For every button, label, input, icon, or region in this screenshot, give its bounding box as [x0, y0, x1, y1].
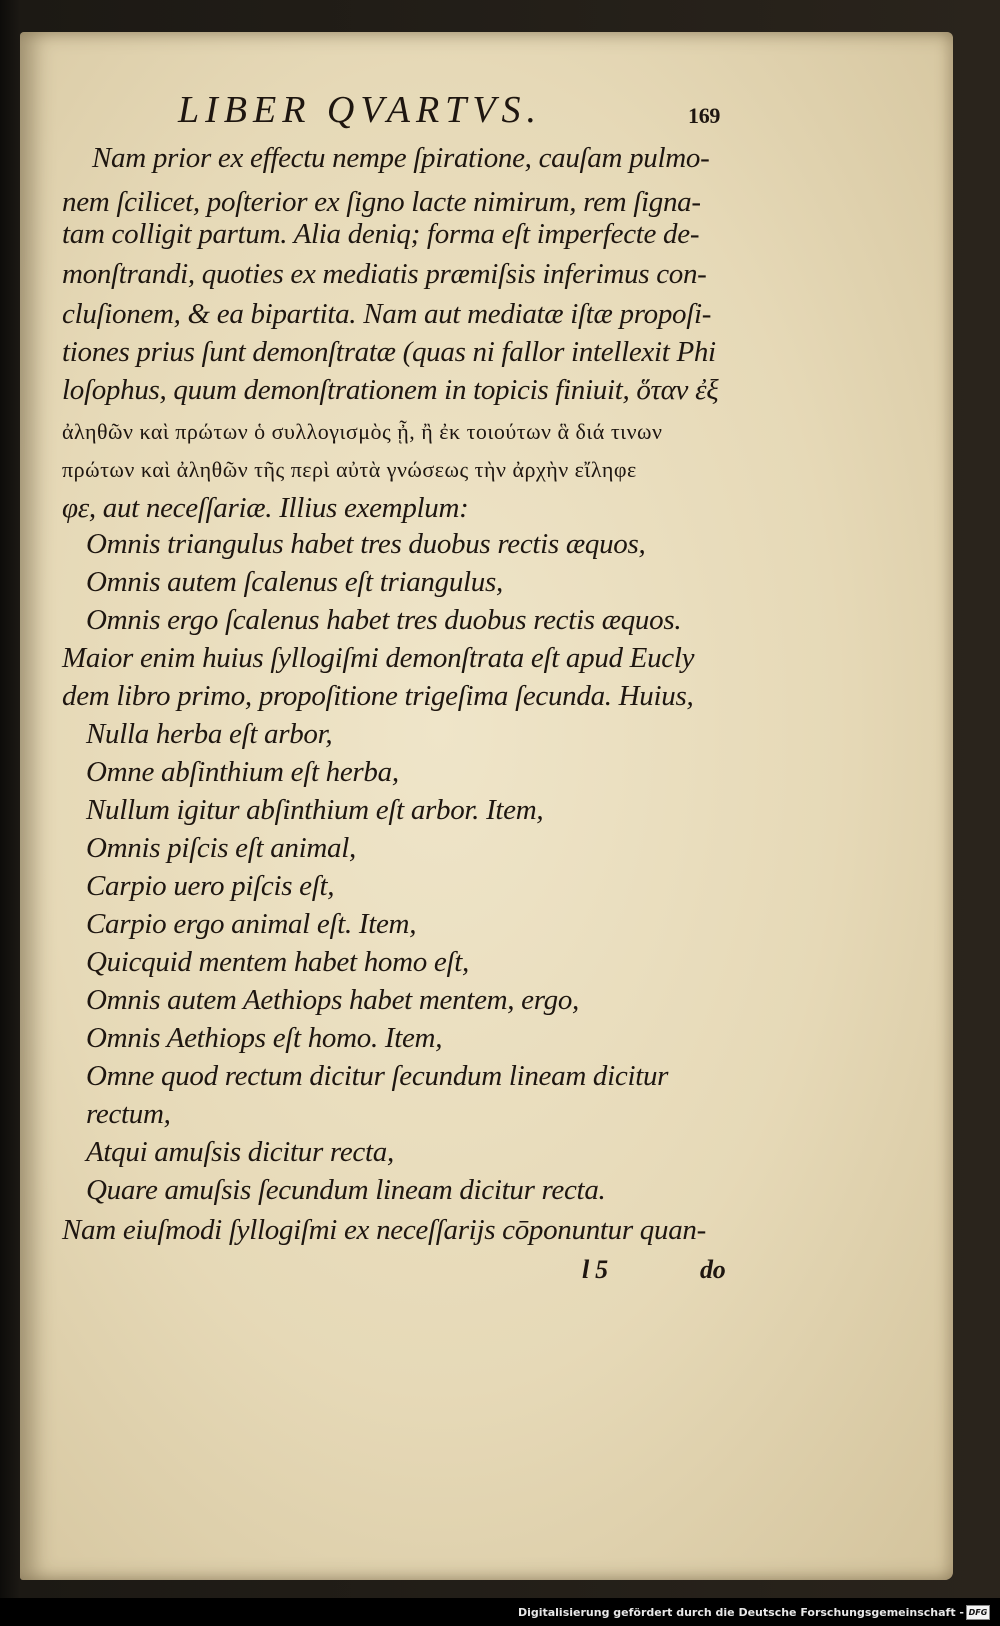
text-line: Nam prior ex effectu nempe ſpiratione, cauſam pulmo-	[92, 142, 710, 174]
funding-credit: Digitalisierung gefördert durch die Deutsche Forschungsgemeinschaft -	[517, 1606, 964, 1619]
greek-text-line: ἀληθῶν καὶ πρώτων ὁ συλλογισμὸς ᾖ, ἢ ἐκ τοιούτων ἃ διά τινων	[62, 419, 663, 444]
syllogism-line: Carpio uero piſcis eſt,	[86, 870, 335, 902]
syllogism-line: Omne quod rectum dicitur ſecundum lineam dicitur	[86, 1060, 669, 1092]
catchword: do	[700, 1255, 726, 1284]
syllogism-line: Atqui amuſsis dicitur recta,	[86, 1136, 394, 1168]
syllogism-line: Carpio ergo animal eſt. Item,	[86, 908, 417, 940]
text-line: cluſionem, & ea bipartita. Nam aut mediatæ iſtæ propoſi-	[62, 298, 712, 330]
page-number: 169	[688, 103, 721, 128]
text-line: nem ſcilicet, poſterior ex ſigno lacte nimirum, rem ſigna-	[62, 186, 701, 218]
text-line: Maior enim huius ſyllogiſmi demonſtrata eſt apud Eucly	[62, 642, 695, 674]
syllogism-line: Omnis Aethiops eſt homo. Item,	[86, 1022, 443, 1054]
text-line: loſophus, quum demonſtrationem in topicis finiuit, ὅταν ἐξ	[62, 374, 719, 406]
text-line: φε, aut neceſſariæ. Illius exemplum:	[62, 492, 469, 524]
syllogism-line: Omne abſinthium eſt herba,	[86, 756, 399, 788]
syllogism-line: Omnis autem ſcalenus eſt triangulus,	[86, 566, 503, 598]
syllogism-line: Quare amuſsis ſecundum lineam dicitur recta.	[86, 1174, 606, 1206]
running-head: LIBER QVARTVS.	[178, 89, 543, 131]
text-line: Nam eiuſmodi ſyllogiſmi ex neceſſarijs cōponuntur quan-	[62, 1214, 706, 1246]
syllogism-line: Omnis triangulus habet tres duobus rectis æquos,	[86, 528, 646, 560]
syllogism-line: Nullum igitur abſinthium eſt arbor. Item,	[86, 794, 544, 826]
text-line: monſtrandi, quoties ex mediatis præmiſsis inferimus con-	[62, 258, 707, 290]
syllogism-line: Omnis piſcis eſt animal,	[86, 832, 356, 864]
syllogism-line: Omnis autem Aethiops habet mentem, ergo,	[86, 984, 580, 1016]
text-line: tam colligit partum. Alia deniq; forma eſt imperfecte de-	[62, 218, 700, 250]
syllogism-line: rectum,	[86, 1098, 171, 1130]
syllogism-line: Nulla herba eſt arbor,	[86, 718, 333, 750]
text-line: tiones prius ſunt demonſtratæ (quas ni fallor intellexit Phi	[62, 336, 716, 368]
signature-mark: l 5	[582, 1255, 608, 1284]
syllogism-line: Quicquid mentem habet homo eſt,	[86, 946, 469, 978]
syllogism-line: Omnis ergo ſcalenus habet tres duobus rectis æquos.	[86, 604, 682, 636]
greek-text-line: πρώτων καὶ ἀληθῶν τῆς περὶ αὐτὰ γνώσεως τὴν ἀρχὴν εἴληφε	[62, 457, 637, 482]
text-line: dem libro primo, propoſitione trigeſima ſecunda. Huius,	[62, 680, 694, 712]
dfg-logo-icon: DFG	[966, 1605, 990, 1620]
